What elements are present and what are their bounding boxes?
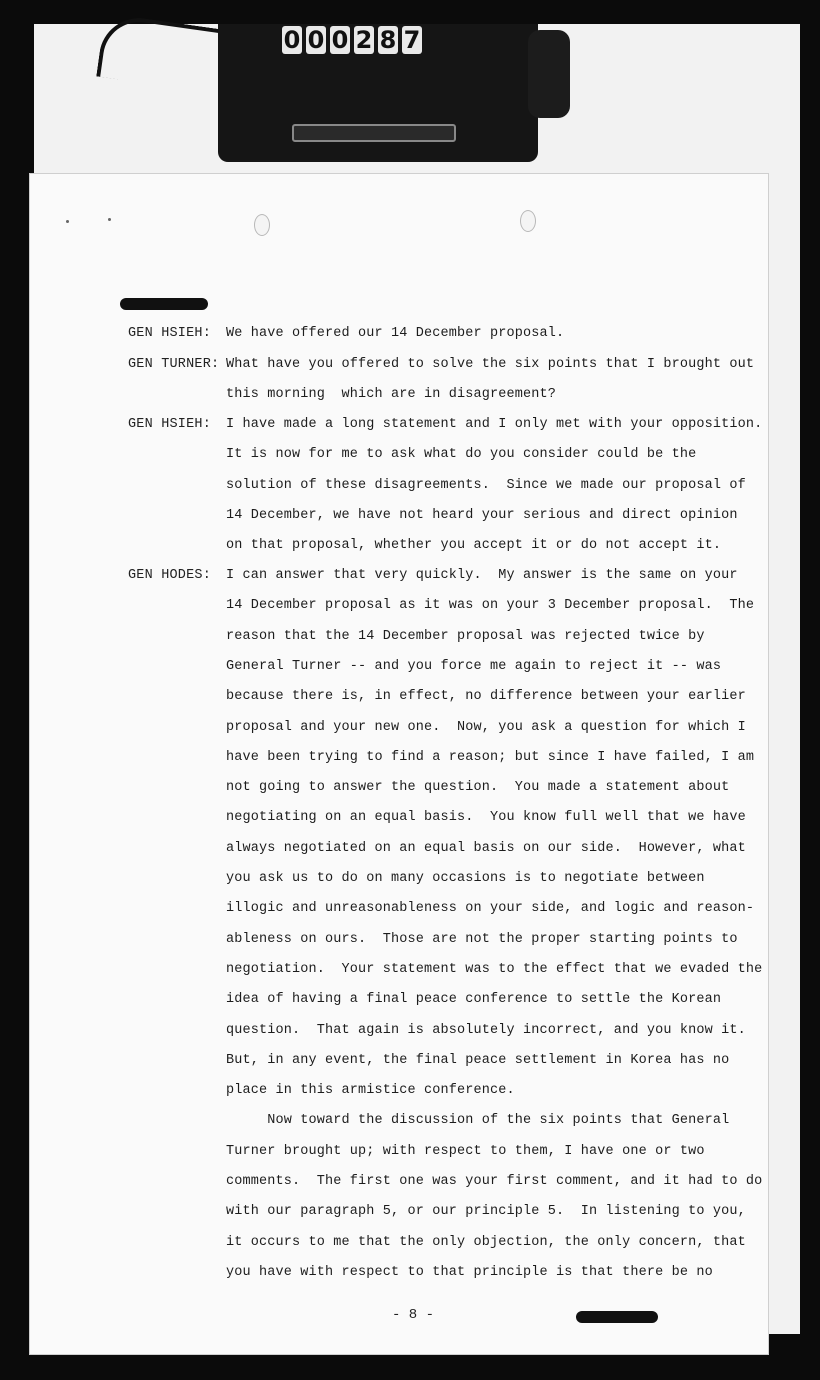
transcript-line: always negotiated on an equal basis on our side. However, what — [226, 840, 746, 856]
counter-digit: 8 — [379, 26, 397, 54]
transcript-line: you ask us to do on many occasions is to negotiate between — [226, 871, 705, 886]
punch-hole — [254, 214, 270, 236]
redaction-mark-bottom — [576, 1311, 658, 1323]
transcript-line: negotiating on an equal basis. You know full well that we have — [226, 810, 746, 826]
dust-speck — [66, 220, 69, 223]
transcript-line: illogic and unreasonableness on your side, and logic and reason- — [226, 901, 755, 917]
transcript-line: I have made a long statement and I only met with your opposition. — [226, 417, 763, 432]
transcript-line: question. That again is absolutely incorrect, and you know it. — [226, 1022, 746, 1038]
frame-counter-digits — [282, 26, 422, 56]
document-page — [30, 174, 768, 1354]
transcript-line: solution of these disagreements. Since we made our proposal of — [226, 477, 746, 493]
counter-digit: 0 — [331, 26, 349, 54]
transcript-line: because there is, in effect, no difference between your earlier — [226, 689, 746, 705]
punch-hole — [520, 210, 536, 232]
page-number: - 8 - — [392, 1307, 435, 1323]
transcript-line: have been trying to find a reason; but since I have failed, I am — [226, 749, 755, 765]
counter-digit: 7 — [403, 26, 421, 54]
transcript-line: Turner brought up; with respect to them, I have one or two — [226, 1143, 705, 1159]
transcript-line: proposal and your new one. Now, you ask a question for which I — [226, 719, 746, 735]
dust-speck — [108, 218, 111, 221]
transcript-line: comments. The first one was your first comment, and it had to do — [226, 1174, 763, 1189]
counter-digit: 2 — [355, 26, 373, 54]
transcript-line: you have with respect to that principle is that there be no — [226, 1264, 713, 1280]
counter-digit: 0 — [283, 26, 301, 54]
transcript-line: ableness on ours. Those are not the proper starting points to — [226, 931, 738, 947]
transcript-line: place in this armistice conference. — [226, 1083, 515, 1099]
speaker-label: GEN HSIEH: — [128, 417, 212, 432]
transcript-line: 14 December proposal as it was on your 3 December proposal. The — [226, 598, 755, 614]
redaction-mark-top — [120, 298, 208, 310]
transcript-line: with our paragraph 5, or our principle 5. In listening to you, — [226, 1204, 746, 1220]
counter-slot — [292, 124, 456, 142]
speaker-label: GEN HODES: — [128, 568, 212, 583]
counter-knob — [528, 30, 570, 118]
transcript-line: it occurs to me that the only objection, the only concern, that — [226, 1234, 746, 1250]
transcript-line: idea of having a final peace conference to settle the Korean — [226, 992, 722, 1008]
transcript-line: not going to answer the question. You made a statement about — [226, 780, 730, 796]
transcript-line: on that proposal, whether you accept it or do not accept it. — [226, 538, 722, 554]
transcript-line: reason that the 14 December proposal was rejected twice by — [226, 628, 705, 644]
transcript-line: It is now for me to ask what do you consider could be the — [226, 447, 697, 463]
transcript-line: this morning which are in disagreement? — [226, 387, 557, 403]
transcript-line: But, in any event, the final peace settlement in Korea has no — [226, 1052, 730, 1068]
transcript-line: 14 December, we have not heard your serious and direct opinion — [226, 507, 738, 523]
transcript-line: I can answer that very quickly. My answer is the same on your — [226, 568, 738, 583]
transcript-line: Now toward the discussion of the six points that General — [226, 1113, 730, 1129]
transcript-line: negotiation. Your statement was to the effect that we evaded the — [226, 961, 763, 977]
speaker-label: GEN HSIEH: — [128, 326, 212, 341]
speaker-label: GEN TURNER: — [128, 357, 220, 372]
transcript-line: What have you offered to solve the six points that I brought out — [226, 357, 755, 372]
counter-digit: 0 — [307, 26, 325, 54]
transcript-line: General Turner -- and you force me again to reject it -- was — [226, 658, 722, 674]
transcript-line: We have offered our 14 December proposal. — [226, 326, 565, 341]
